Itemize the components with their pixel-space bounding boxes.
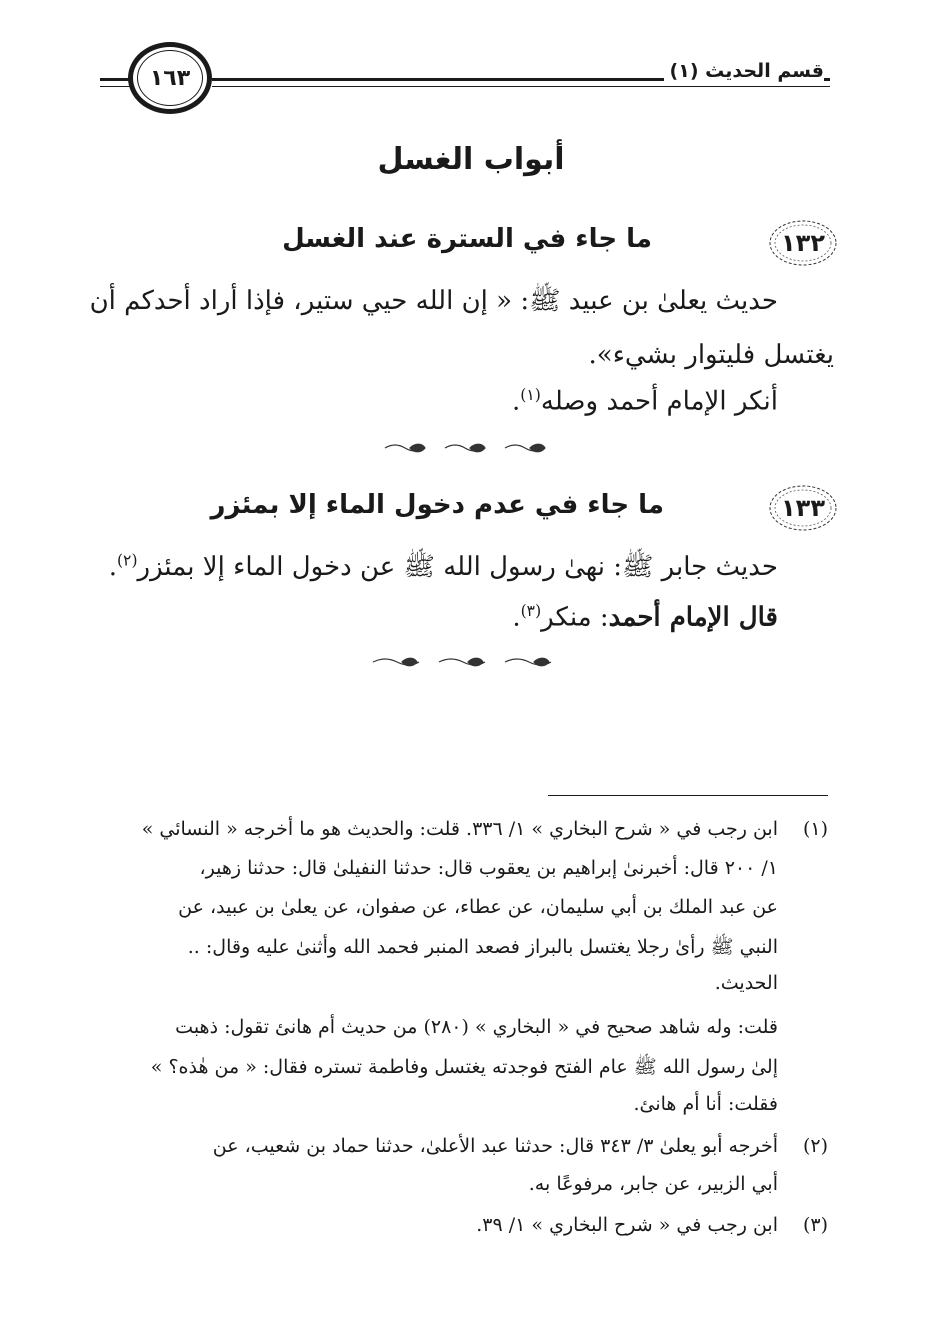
chapter-number: ١٣٣ bbox=[781, 494, 825, 522]
footnote-separator bbox=[548, 795, 828, 796]
footnote-line: ابن رجب في « شرح البخاري » ١/ ٣٣٦. قلت: والحديث هو ما أخرجه « النسائي » bbox=[141, 818, 778, 840]
footnote-line: قلت: وله شاهد صحيح في « البخاري » (٢٨٠) من حديث أم هانئ تقول: ذهبت bbox=[175, 1016, 778, 1038]
footnote-line: ١/ ٢٠٠ قال: أخبرنىٰ إبراهيم بن يعقوب قال: حدثنا النفيلىٰ قال: حدثنا زهير، bbox=[199, 857, 778, 879]
header-rule-thin bbox=[212, 86, 830, 87]
body-line: حديث جابر ﷺ: نهىٰ رسول الله ﷺ عن دخول الماء إلا بمئزر$^{(٢)}$. bbox=[108, 551, 778, 582]
page-number-frame bbox=[128, 42, 212, 114]
header-rule-left-thin bbox=[100, 86, 130, 87]
footnote-number: (٢) bbox=[802, 1135, 828, 1157]
footnote-line: عن عبد الملك بن أبي سليمان، عن عطاء، عن صفوان، عن يعلىٰ بن عبيد، عن bbox=[178, 896, 778, 918]
running-title: قسم الحديث (١) bbox=[664, 60, 824, 82]
footnote-ref[interactable]: (٢) bbox=[116, 551, 138, 570]
footnote-line: النبي ﷺ رأىٰ رجلا يغتسل بالبراز فصعد المنبر فحمد الله وأثنىٰ عليه وقال: .. bbox=[187, 936, 778, 958]
chapter-number-badge bbox=[768, 483, 838, 533]
footnote-line: أبي الزبير، عن جابر، مرفوعًا به. bbox=[528, 1173, 778, 1195]
section-title: أبواب الغسل bbox=[377, 142, 565, 177]
body-line: حديث يعلىٰ بن عبيد ﷺ: « إن الله حيي ستير، فإذا أراد أحدكم أن bbox=[89, 286, 778, 316]
footnote-ref[interactable]: (٣) bbox=[520, 602, 542, 620]
footnote-number: (١) bbox=[802, 818, 828, 840]
body-line: قال الإمام أحمد: منكر$^{(٣)}$. bbox=[512, 602, 778, 633]
footnote-line: ابن رجب في « شرح البخاري » ١/ ٣٩. bbox=[476, 1214, 778, 1236]
divider-ornament-icon bbox=[380, 440, 560, 456]
page-number: ١٦٣ bbox=[137, 50, 203, 106]
chapter-number: ١٣٢ bbox=[781, 229, 825, 257]
header-rule-left bbox=[100, 78, 130, 81]
footnote-line: أخرجه أبو يعلىٰ ٣/ ٣٤٣ قال: حدثنا عبد الأعلىٰ، حدثنا حماد بن شعيب، عن bbox=[212, 1135, 778, 1157]
footnote-number: (٣) bbox=[802, 1214, 828, 1236]
body-line: يغتسل فليتوار بشيء». bbox=[588, 340, 834, 370]
chapter-title: ما جاء في عدم دخول الماء إلا بمئزر bbox=[210, 490, 664, 520]
divider-ornament-icon bbox=[368, 654, 564, 670]
footnote-ref[interactable]: (١) bbox=[520, 386, 541, 404]
chapter-number-badge bbox=[768, 218, 838, 268]
chapter-title: ما جاء في السترة عند الغسل bbox=[282, 224, 652, 254]
footnote-line: الحديث. bbox=[714, 972, 778, 994]
body-line: أنكر الإمام أحمد وصله$^{(١)}$. bbox=[512, 386, 778, 417]
footnote-line: فقلت: أنا أم هانئ. bbox=[633, 1093, 778, 1115]
footnote-line: إلىٰ رسول الله ﷺ عام الفتح فوجدته يغتسل وفاطمة تستره فقال: « من هٰذه؟ » bbox=[150, 1056, 778, 1078]
